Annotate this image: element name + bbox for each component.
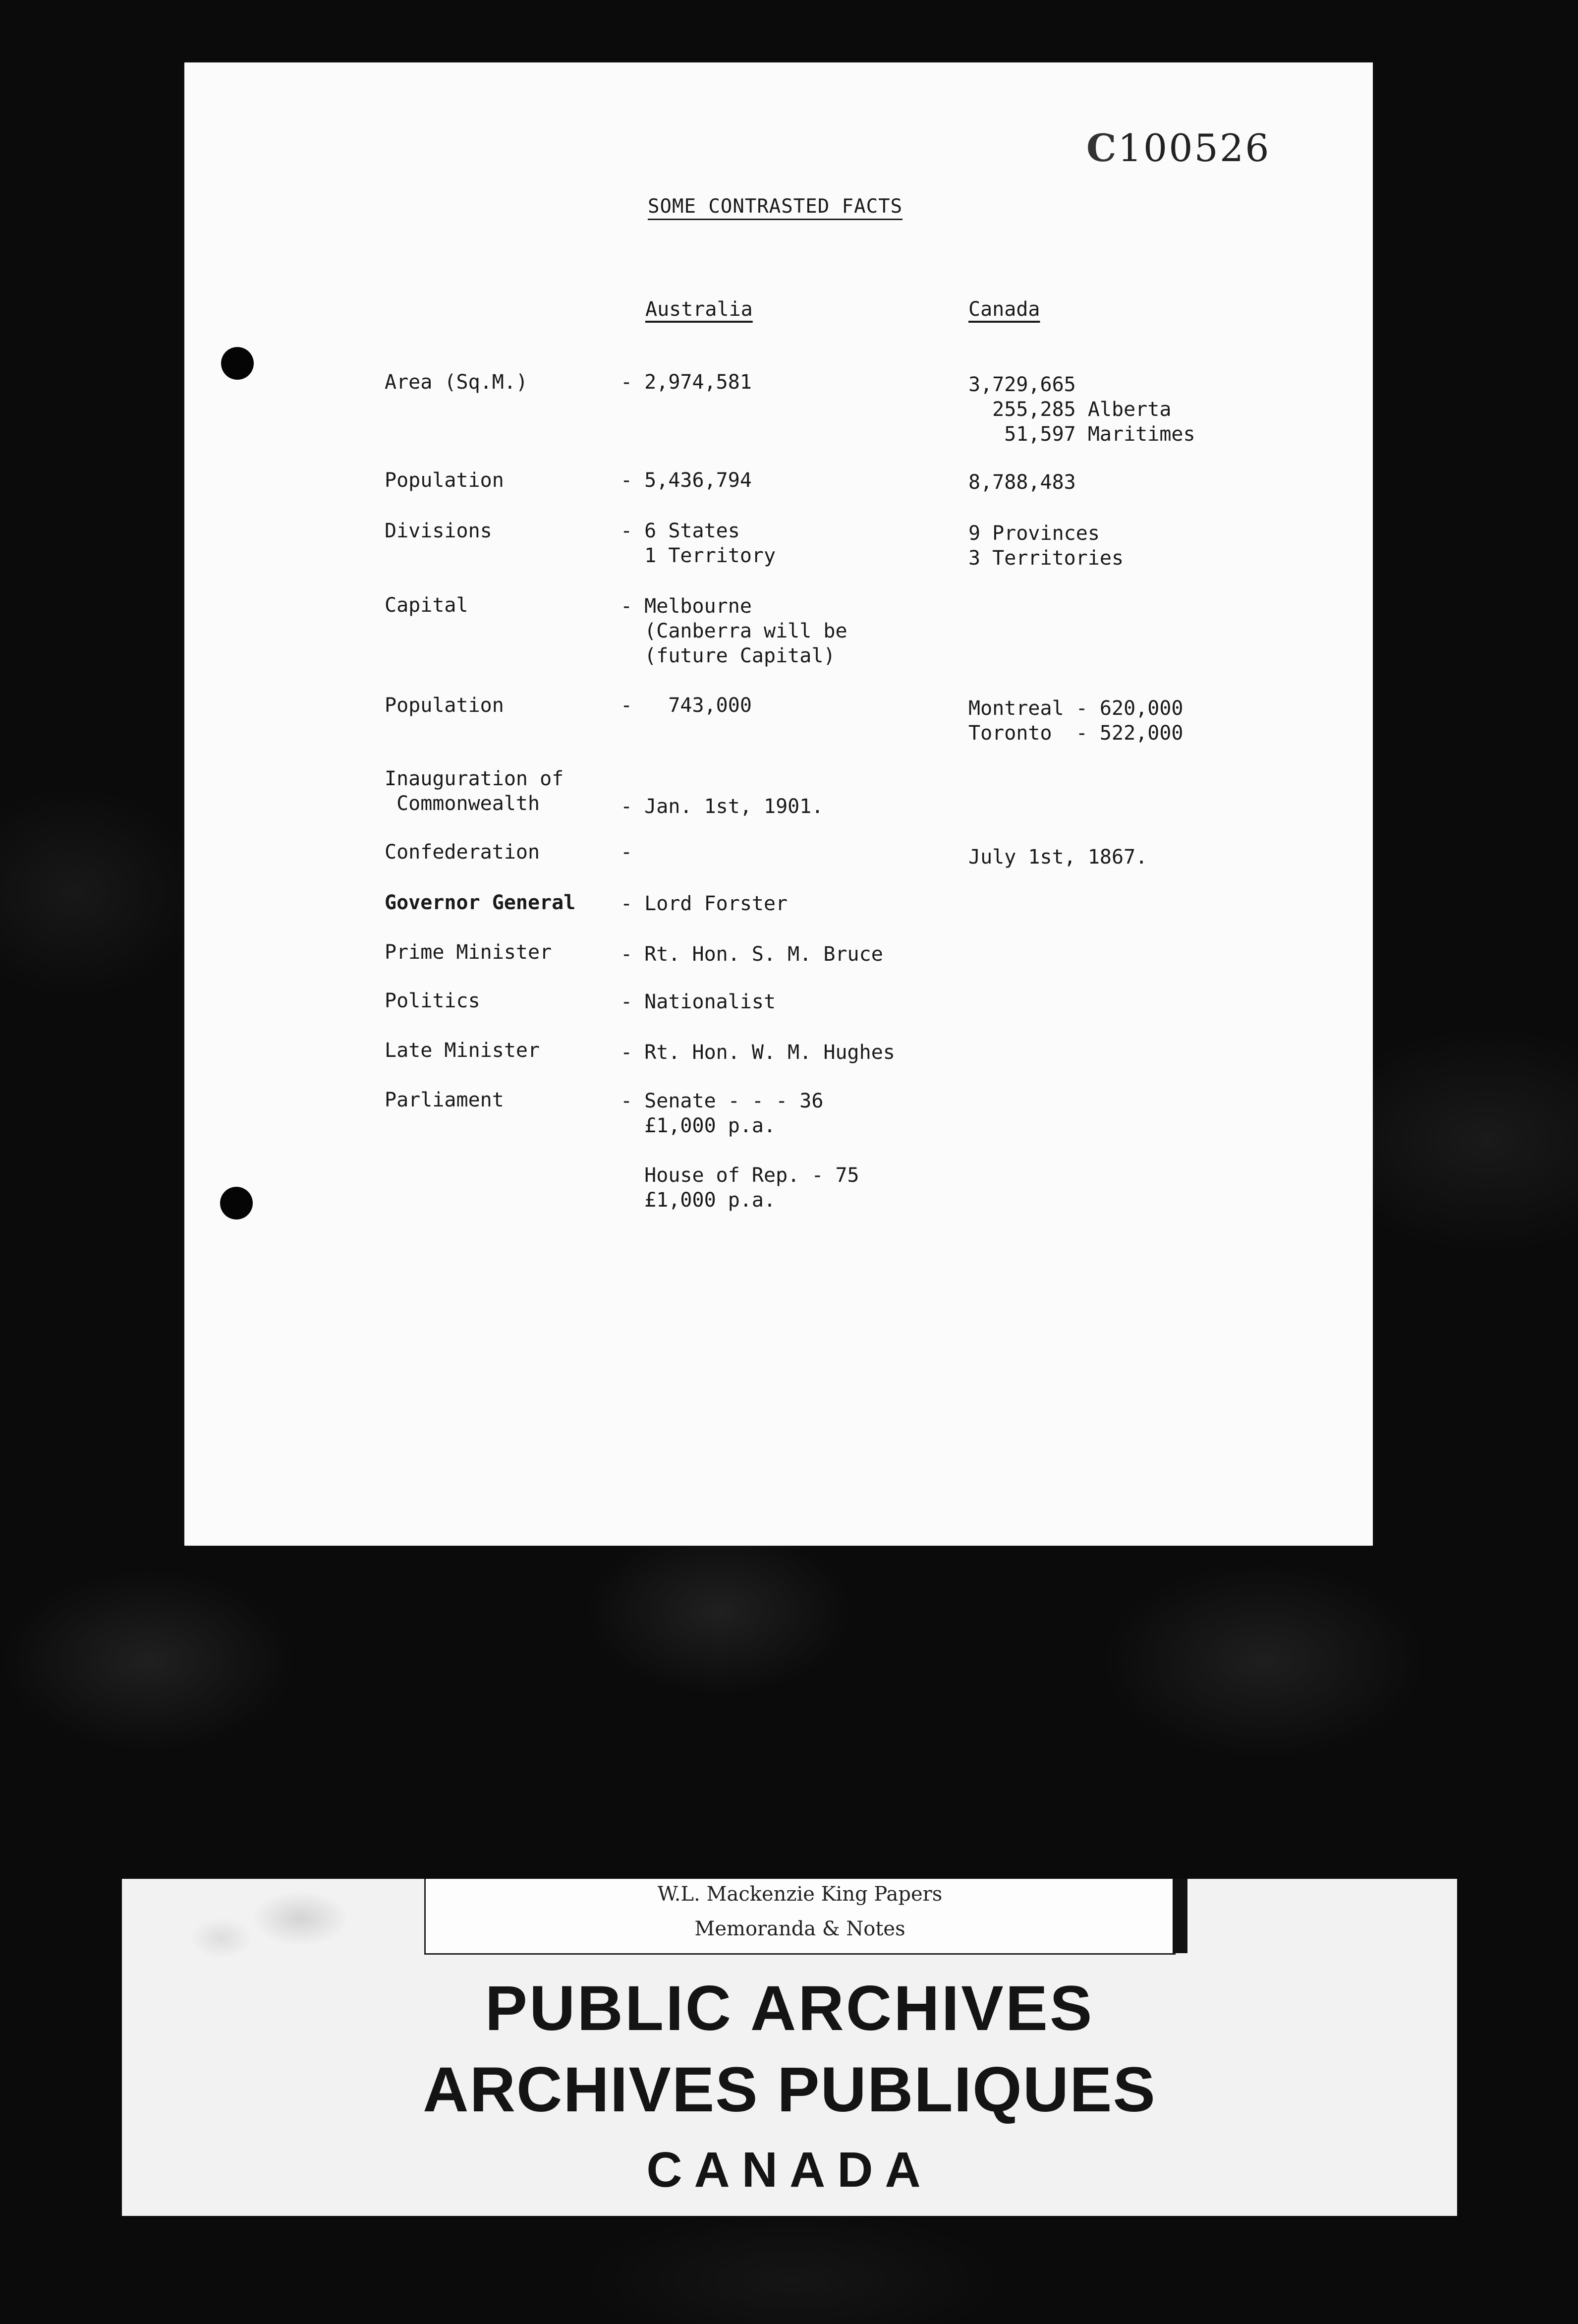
australia-house-salary: £1,000 p.a. — [620, 1189, 776, 1212]
australia-governor-general: - Lord Forster — [620, 892, 788, 915]
australia-capital-population: - 743,000 — [620, 694, 752, 717]
australia-capital-note-1: (Canberra will be — [620, 620, 847, 642]
canada-divisions-provinces: 9 Provinces — [968, 522, 1100, 545]
australia-politics: - Nationalist — [620, 990, 776, 1013]
punch-hole-bottom — [220, 1187, 253, 1220]
australia-confederation: - — [620, 841, 633, 864]
canada-area-maritimes: 51,597 Maritimes — [968, 423, 1195, 446]
canada-population: 8,788,483 — [968, 471, 1076, 494]
australia-divisions-territory: 1 Territory — [620, 544, 776, 567]
row-label-confederation: Confederation — [385, 841, 540, 864]
row-label-politics: Politics — [385, 989, 480, 1012]
stamp-prefix: C — [1086, 126, 1118, 170]
canada-confederation-date: July 1st, 1867. — [968, 846, 1148, 869]
row-label-capital: Capital — [385, 594, 468, 617]
document-title: SOME CONTRASTED FACTS — [648, 195, 903, 218]
row-label-governor-general: Governor General — [385, 891, 576, 914]
australia-prime-minister: - Rt. Hon. S. M. Bruce — [620, 943, 883, 966]
australia-senate: - Senate - - - 36 — [620, 1090, 824, 1112]
australia-capital-note-2: (future Capital) — [620, 644, 836, 667]
row-label-capital-population: Population — [385, 694, 504, 717]
australia-capital: - Melbourne — [620, 595, 752, 618]
row-label-divisions: Divisions — [385, 520, 492, 542]
australia-house-of-rep: House of Rep. - 75 — [620, 1164, 859, 1187]
australia-population: - 5,436,794 — [620, 469, 752, 492]
row-label-area: Area (Sq.M.) — [385, 371, 528, 394]
stamp-number: 100526 — [1118, 126, 1271, 170]
australia-senate-salary: £1,000 p.a. — [620, 1114, 776, 1137]
row-label-prime-minister: Prime Minister — [385, 941, 552, 964]
australia-inauguration-date: - Jan. 1st, 1901. — [620, 795, 824, 818]
column-header-canada: Canada — [968, 298, 1040, 321]
row-label-inauguration: Inauguration of — [385, 767, 564, 790]
collection-series: Memoranda & Notes — [694, 1917, 905, 1940]
strip-edge — [1173, 1879, 1187, 1953]
archive-label-card — [122, 1879, 1457, 2216]
australia-late-minister: - Rt. Hon. W. M. Hughes — [620, 1041, 895, 1064]
canada-toronto-population: Toronto - 522,000 — [968, 722, 1184, 745]
collection-reference-strip — [424, 1879, 1176, 1955]
canada-area-alberta: 255,285 Alberta — [968, 398, 1172, 421]
document-page — [184, 62, 1373, 1546]
document-number-stamp — [1086, 126, 1271, 170]
column-header-australia: Australia — [645, 298, 753, 321]
australia-area: - 2,974,581 — [620, 371, 752, 394]
row-label-late-minister: Late Minister — [385, 1039, 540, 1062]
collection-name: W.L. Mackenzie King Papers — [657, 1883, 943, 1906]
archive-title-french: ARCHIVES PUBLIQUES — [423, 2054, 1156, 2125]
canada-divisions-territories: 3 Territories — [968, 547, 1124, 570]
punch-hole-top — [221, 347, 254, 380]
row-label-parliament: Parliament — [385, 1089, 504, 1111]
archive-title-english: PUBLIC ARCHIVES — [485, 1973, 1094, 2044]
row-label-population: Population — [385, 469, 504, 492]
archive-country: CANADA — [646, 2142, 933, 2198]
canada-area: 3,729,665 — [968, 373, 1076, 396]
canada-montreal-population: Montreal - 620,000 — [968, 697, 1184, 720]
row-label-inauguration-line2: Commonwealth — [385, 792, 540, 815]
australia-divisions-states: - 6 States — [620, 520, 740, 542]
